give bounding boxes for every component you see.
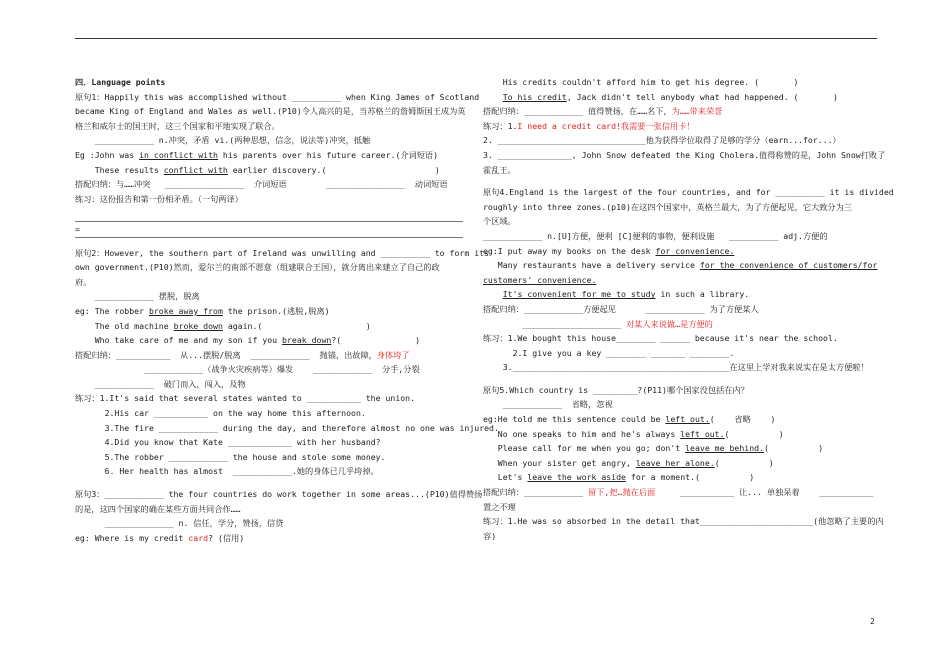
right-line: 搭配归纳：____________方便起见 ____________ 为了方便某人 [483,303,759,314]
left-line: Who take care of me and my son if you break down?( ) [75,335,421,346]
left-line: 练习：1.It's said that several states wanted to ___________ the union. [75,393,416,404]
right-line: 2.I give you a key ________ _______ ________. [483,347,735,358]
right-line: Many restaurants have a delivery service for the convenience of customers/for [483,260,878,271]
right-line: 原句5.Which country is _________?(P11)哪个国家没包括在内？ [483,384,749,395]
right-line: No one speaks to him and he's always left out.( ) [483,428,784,439]
left-line: 3.The fire ____________ during the day, and therefore almost no one was injured. [75,422,499,433]
left-line: 搭配归纳：与……冲突 ________________ 介词短语 ________________ 动词短语 [75,179,448,190]
left-line: 原句3：____________ the four countries do work together in some areas...(P10)值得赞扬 [75,489,483,500]
right-line: customers' convenience. [483,274,597,285]
left-line: = [75,222,463,238]
right-line: 霍乱王。 [483,164,516,175]
right-line: To his credit, Jack didn't tell anybody what had happened. ( ) [502,91,838,102]
right-line: 3. _______________, John Snow defeated the King Cholera.值得称赞的是，John Snow打败了 [483,149,886,160]
right-line: ____________ n.[U]方便，便利 [C]便利的事物，便利设施 __________ adj.方便的 [483,230,828,241]
right-line: 练习：1.I need a credit card!我需要一张信用卡！ [483,120,695,131]
left-line: ____________ n.冲突，矛盾 vi.(两种思想，信念，说法等)冲突，抵触 [75,135,371,146]
right-line: Let's leave the work aside for a moment.( ) [483,472,755,483]
right-line: 容) [483,530,497,541]
right-line: 搭配归纳：____________ 留下,把…抛在后面 ___________ 让... 单独呆着 ___________ [483,487,874,498]
left-line [75,206,463,222]
left-line: became King of England and Wales as well.(P10)令人高兴的是，当苏格兰的詹姆斯国王成为英 [75,106,466,117]
right-line: ____________ 省略，忽视 [483,399,613,410]
left-line: 原句1：Happily this was accomplished without __________ when King James of Scotland [75,91,480,102]
right-column [483,75,894,543]
right-line [483,177,878,185]
right-line: 练习：1.We bought this house________ ______ because it's near the school. [483,333,838,344]
right-line: 搭配归纳：____________ 值得赞扬，在……名下，为……带来荣誉 [483,106,723,117]
left-line: eg: Where is my credit card? (信用) [75,532,245,543]
left-line: 5.The robber ____________ the house and stole some money. [75,451,386,462]
right-line: 3.____________________________________________在这里上学对我来说实在是太方便啦！ [483,362,869,373]
page-number: 2 [870,617,875,626]
left-line: 格兰和威尔士的国王时，这三个国家和平地实现了联合。 [75,120,280,131]
left-line [75,479,465,487]
left-line: Eg :John was in conflict with his parents over his future career.(介词短语) [75,149,439,160]
left-line [75,238,465,246]
right-line: His credits couldn't afford him to get his degree. ( ) [483,77,799,87]
right-line: It's convenient for me to study in such a library. [502,289,750,300]
left-line: These results conflict with earlier discovery.( ) [75,164,440,175]
right-line: 置之不理 [483,501,516,512]
left-line: ______________ n. 信任，学分，赞扬，信贷 [75,518,284,529]
right-line: 2. ______________________________他为获得学位取得了足够的学分（earn...for...） [483,135,841,146]
left-line: 2.His car ___________ on the way home this afternoon. [75,408,366,419]
right-line: eg:He told me this sentence could be left out.( 省略 ) [483,414,776,425]
left-line: 原句2：However, the southern part of Ireland was unwilling and __________ to form its [75,247,489,258]
left-line: 搭配归纳：___________ 从...摆脱/脱离 ____________ 抛锚，出故障，身体垮了 [75,349,410,360]
left-line: ____________ 摆脱，脱离 [75,291,200,302]
left-line: The old machine broke down again.( ) [75,320,371,331]
right-line: When your sister get angry, leave her alone.( ) [483,457,774,468]
right-line: 个区域。 [483,216,516,227]
left-line: 的是，这四个国家的确在某些方面共同合作…… [75,503,241,514]
right-line: 原句4.England is the largest of the four countries, and for __________ it is divided [483,187,894,198]
left-line: 四．Language points [75,77,166,87]
left-line: ____________（战争火灾疾病等）爆发 ____________ 分手,分裂 [75,364,420,375]
left-line: 6. Her health has almost ____________.她的身体已几乎垮掉。 [75,466,379,477]
right-line: roughly into three zones.(p10)在这四个国家中，英格兰最大，为了方便起见，它大致分为三 [483,201,852,212]
header-rule [75,38,877,39]
left-line: 4.Did you know that Kate _____________ with her husband? [75,437,381,448]
right-line: eg:I put away my books on the desk for convenience. [483,245,735,256]
right-line: 练习：1.He was so absorbed in the detail that_______________________(他忽略了主要的内 [483,516,884,527]
right-line [483,375,878,383]
left-line: ____________ 破门而入，闯入，及物 [75,378,246,389]
right-line: ____________________ 对某人来说做…是方便的 [483,318,713,329]
right-line: Please call for me when you go; don't leave me behind.( ) [483,443,824,454]
left-line: 练习：这份报告和第一份相矛盾。（一句两译） [75,193,243,204]
left-line: eg: The robber broke away from the prison.(逃脱,脱离) [75,305,330,316]
left-line: own government.(P10)然而，爱尔兰的南部不愿意（组建联合王国），就分离出来建立了自己的政 [75,262,440,273]
left-line: 府。 [75,276,92,287]
left-column [75,75,499,545]
